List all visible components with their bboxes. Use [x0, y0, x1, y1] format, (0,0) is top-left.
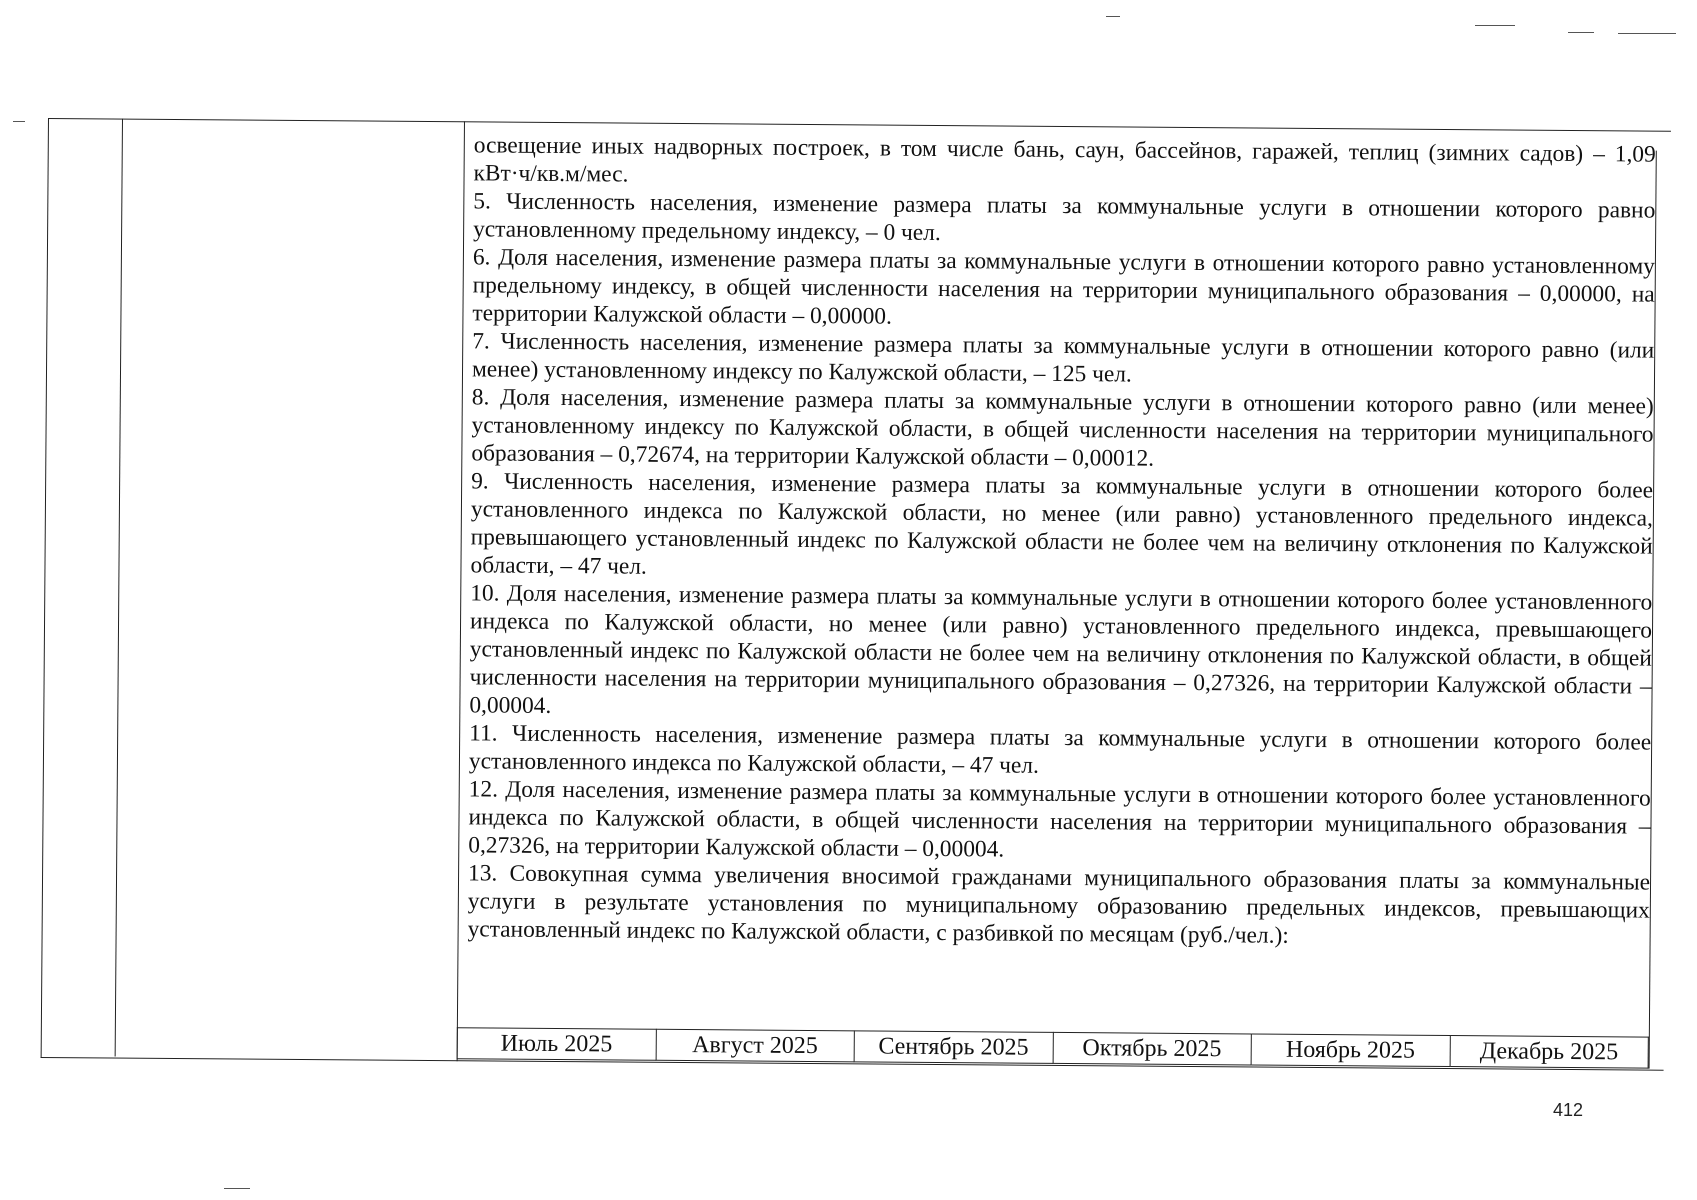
content-cell	[468, 131, 1656, 952]
scan-artifact-line	[13, 121, 25, 122]
month-cell-november: Ноябрь 2025	[1251, 1034, 1450, 1067]
paragraph-item-13: 13. Совокупная сумма увеличения вносимой гражданами муниципального образования платы за коммунальные услуги в результате установления по муниципальному образованию предельных индексов, превышающих установленный индекс по Калужской области, с разбивкой по месяцам (руб./чел.):	[467, 860, 1651, 949]
scan-artifact-line	[1475, 25, 1515, 26]
scan-artifact-line	[1106, 16, 1120, 17]
document-table	[41, 118, 1672, 1071]
paragraph-item-11: 11. Численность населения, изменение размера платы за коммунальные услуги в отношении которого более установленного индекса по Калужской области, – 47 чел.	[468, 720, 1652, 779]
paragraph-item-8: 8. Доля населения, изменение размера платы за коммунальные услуги в отношении которого равно (или менее) установленному индексу по Калужской области, в общей численности населения на территории муниципального образования – 0,72674, на территории Калужской области – 0,00012.	[471, 384, 1654, 472]
scan-artifact-line	[224, 1188, 250, 1189]
scan-artifact-line	[1568, 32, 1594, 33]
page-number: 412	[1552, 1100, 1583, 1120]
month-cell-august: Август 2025	[656, 1029, 855, 1062]
month-cell-december: Декабрь 2025	[1450, 1036, 1649, 1069]
paragraph-item-12: 12. Доля населения, изменение размера платы за коммунальные услуги в отношении которого более установленного индекса по Калужской области, в общей численности населения на территории муниципального образования – 0,27326, на территории Калужской области – 0,00004.	[468, 776, 1651, 863]
paragraph-item-9: 9. Численность населения, изменение размера платы за коммунальные услуги в отношении которого более установленного индекса по Калужской области, но менее (или равно) установленного предельного индекса, превышающего установленный индекс по Калужской области не более чем на величину отклонения по Калужской области, – 47 чел.	[470, 468, 1654, 580]
paragraph-lighting: освещение иных надворных построек, в том числе бань, саун, бассейнов, гаражей, теплиц (зимних садов) – 1,09 кВт·ч/кв.м/мес.	[473, 132, 1656, 188]
paragraph-item-7: 7. Численность населения, изменение размера платы за коммунальные услуги в отношении которого равно (или менее) установленному индексу по Калужской области, – 125 чел.	[471, 328, 1655, 388]
scan-artifact-line	[1618, 33, 1676, 34]
paragraph-item-5: 5. Численность населения, изменение размера платы за коммунальные услуги в отношении которого равно установленному предельному индексу, – 0 чел.	[473, 188, 1656, 247]
paragraph-item-10: 10. Доля населения, изменение размера платы за коммунальные услуги в отношении которого более установленного индекса по Калужской области, но менее (или равно) установленного предельного индекса, превышающего установленный индекс по Калужской области не более чем на величину отклонения по Калужской области, в общей численности населения на территории муниципального образования – 0,27326, на территории Калужской области – 0,00004.	[469, 580, 1653, 719]
paragraph-item-6: 6. Доля населения, изменение размера платы за коммунальные услуги в отношении которого равно установленному предельному индексу, в общей численности населения на территории муниципального образования – 0,00000, на территории Калужской области – 0,00000.	[472, 244, 1655, 330]
month-cell-september: Сентябрь 2025	[854, 1031, 1053, 1064]
month-cell-october: Октябрь 2025	[1053, 1032, 1252, 1065]
month-cell-july: Июль 2025	[457, 1028, 656, 1061]
